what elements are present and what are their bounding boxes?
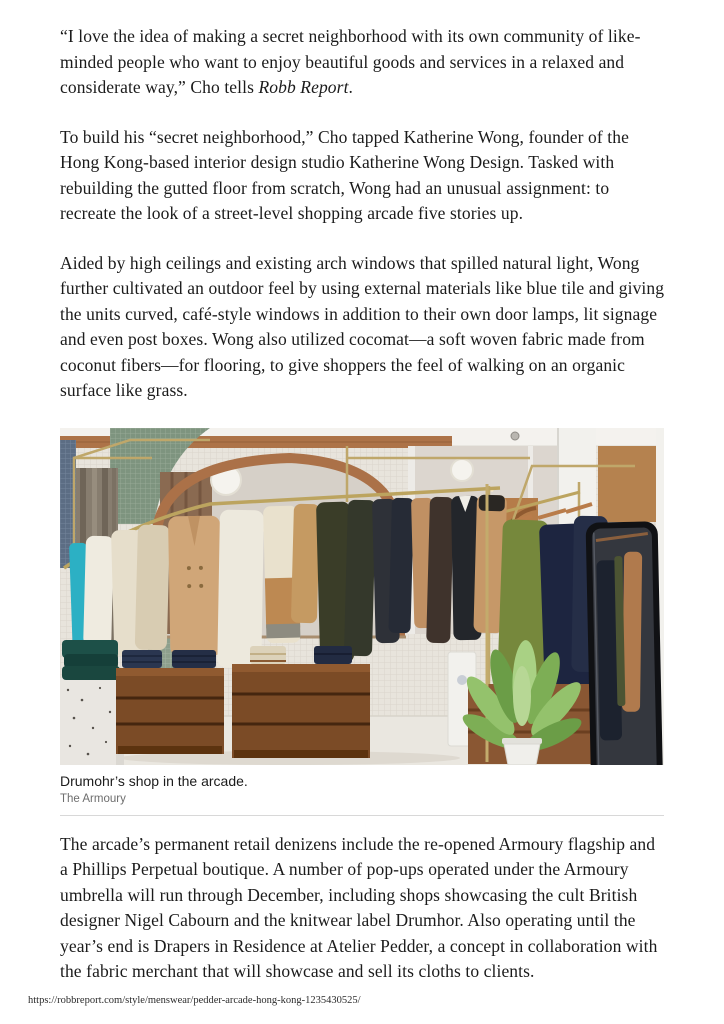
drawer-chest-left: [116, 668, 224, 754]
shop-photo-illustration: [60, 428, 664, 765]
figure-divider: [60, 815, 664, 816]
drawer-chest-right: [232, 664, 370, 758]
terrazzo-plinth: [60, 678, 124, 765]
mirror: [586, 521, 663, 765]
footer-url: https://robbreport.com/style/menswear/pedder-arcade-hong-kong-1235430525/: [28, 995, 361, 1006]
article-paragraph-1: [60, 24, 667, 101]
ceiling-camera: [511, 432, 519, 440]
article-photo: [60, 428, 664, 765]
paragraph-1-text: “I love the idea of making a secret neighborhood with its own community of like-minded people who want to enjoy beautiful goods and services in a relaxed and considerate way,” Cho tells: [60, 26, 641, 97]
article-figure: [60, 428, 667, 816]
article-paragraph-2: To build his “secret neighborhood,” Cho tapped Katherine Wong, founder of the Hong Kong-based interior design studio Katherine Wong Design. Tasked with rebuilding the gutted floor from scratch, Wong had an unusual assignment: to recreate the look of a street-level shopping arcade five stories up.: [60, 126, 629, 223]
paragraph-1-italic-title: Robb Report: [258, 77, 349, 97]
article-body: [60, 0, 667, 985]
figure-caption: Drumohr’s shop in the arcade.: [60, 772, 248, 789]
wood-wall-right: [598, 446, 658, 522]
figure-captions: [60, 773, 667, 806]
article-paragraph-3: Aided by high ceilings and existing arch windows that spilled natural light, Wong further cultivated an outdoor feel by using external materials like blue tile and giving the units curved, café-style windows in addition to their own door lamps, lit signage and even post boxes. Wong also utilized cocomat—a soft woven fabric made from coconut fibers—for flooring, to give shoppers the feel of walking on an organic surface like grass.: [60, 252, 665, 400]
figure-credit: The Armoury: [60, 792, 126, 805]
article-paragraph-4: The arcade’s permanent retail denizens include the re-opened Armoury flagship and a Phillips Perpetual boutique. A number of pop-ups operated under the Armoury umbrella will run through December, including shops showcasing the cult British designer Nigel Cabourn and the knitwear label Drumhor. Also operating until the year’s end is Drapers in Residence at Atelier Pedder, a concept in collaboration with the fabric merchant that will showcase and sell its cloths to clients.: [60, 833, 658, 981]
paragraph-1-period: .: [348, 77, 354, 97]
folded-knitwear-green: [62, 640, 120, 680]
sphere-lamp: [451, 459, 473, 481]
